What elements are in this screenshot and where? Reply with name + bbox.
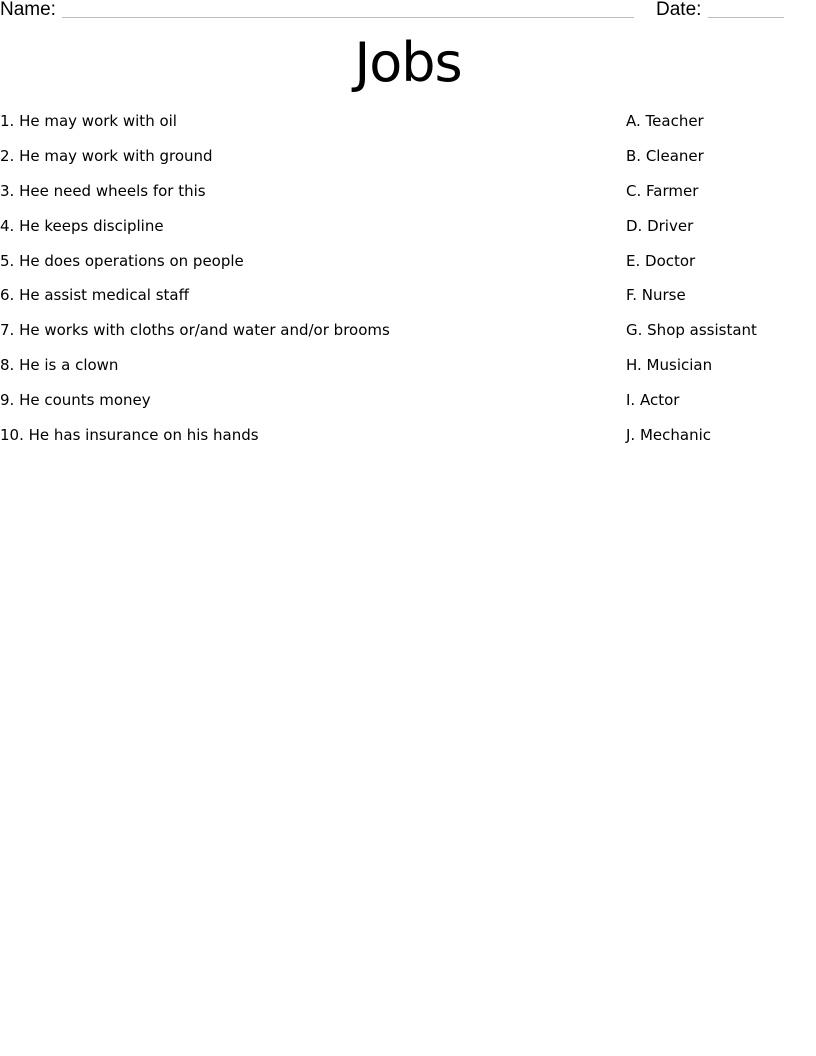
clue-item: 3. Hee need wheels for this <box>0 181 206 200</box>
answer-item: B. Cleaner <box>626 146 704 165</box>
date-label: Date: <box>656 0 702 20</box>
name-field-line <box>62 17 634 18</box>
page-title: Jobs <box>354 31 462 94</box>
answer-item: I. Actor <box>626 391 680 410</box>
answer-list <box>626 110 816 459</box>
answer-item: G. Shop assistant <box>626 321 757 340</box>
clue-item: 8. He is a clown <box>0 356 119 375</box>
answer-item: E. Doctor <box>626 251 696 270</box>
date-field-line <box>708 17 784 18</box>
answer-item: J. Mechanic <box>626 426 711 445</box>
clue-item: 5. He does operations on people <box>0 251 244 270</box>
answer-item: H. Musician <box>626 356 713 375</box>
clue-item: 2. He may work with ground <box>0 146 213 165</box>
answer-item: C. Farmer <box>626 181 699 200</box>
clue-item: 7. He works with cloths or/and water and/or brooms <box>0 321 390 340</box>
answer-item: D. Driver <box>626 216 694 235</box>
clue-item: 1. He may work with oil <box>0 112 177 130</box>
answer-item: F. Nurse <box>626 286 686 305</box>
clue-item: 10. He has insurance on his hands <box>0 426 259 445</box>
worksheet-header <box>0 0 816 22</box>
clue-list <box>0 110 600 459</box>
answer-item: A. Teacher <box>626 112 704 130</box>
name-label: Name: <box>0 0 56 20</box>
clue-item: 9. He counts money <box>0 391 151 410</box>
clue-item: 4. He keeps discipline <box>0 216 164 235</box>
clue-item: 6. He assist medical staff <box>0 286 189 305</box>
